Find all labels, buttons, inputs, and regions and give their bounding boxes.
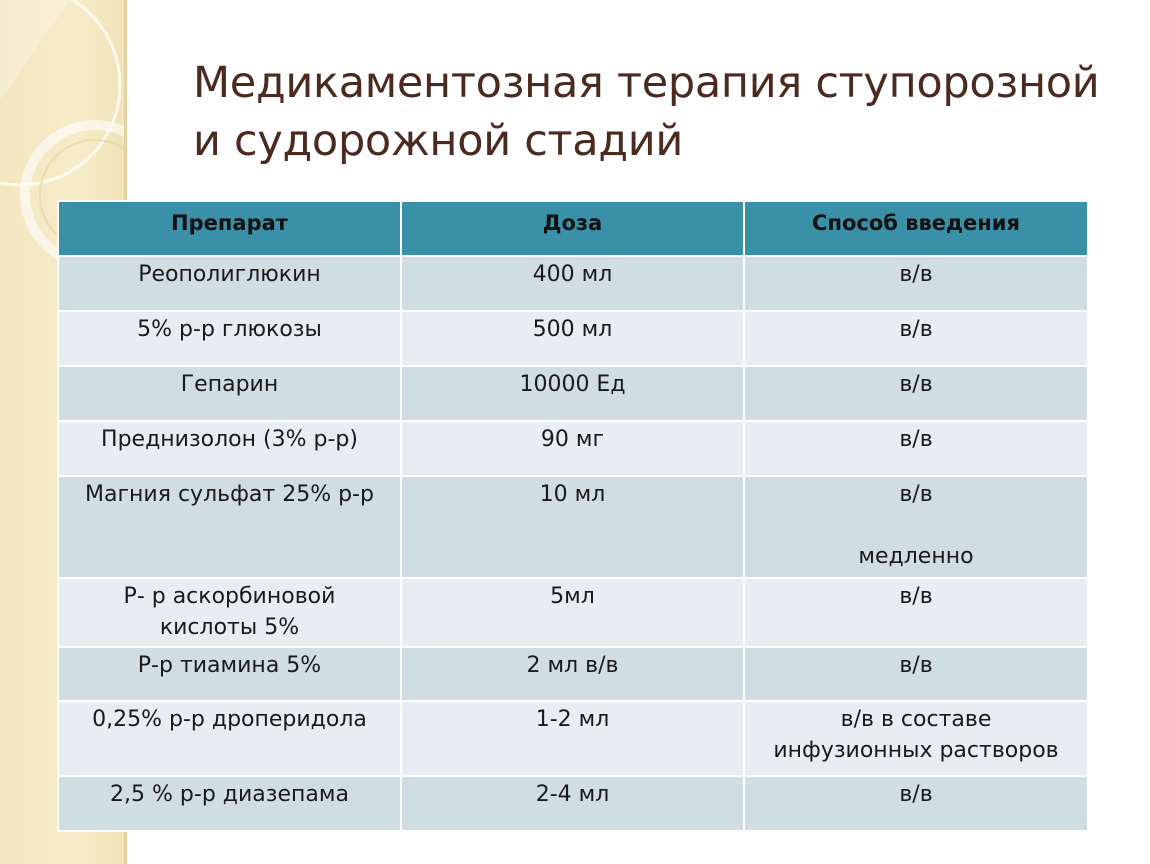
cell-route: в/в (744, 366, 1088, 421)
table-row (58, 776, 1088, 831)
cell-dose: 2-4 мл (401, 776, 744, 831)
cell-drug: Преднизолон (3% р-р) (58, 421, 401, 476)
cell-drug: 0,25% р-р дроперидола (58, 701, 401, 776)
route-main: в/в в составе (840, 707, 992, 732)
cell-dose: 90 мг (401, 421, 744, 476)
table-header-row (58, 201, 1088, 256)
cell-drug: 5% р-р глюкозы (58, 311, 401, 366)
header-route: Способ введения (744, 201, 1088, 256)
cell-route: в/в (744, 647, 1088, 701)
cell-dose: 5мл (401, 578, 744, 647)
cell-route (744, 476, 1088, 578)
cell-dose: 10 мл (401, 476, 744, 578)
table-row (58, 311, 1088, 366)
drug-line-2: кислоты 5% (159, 615, 300, 640)
cell-drug: Гепарин (58, 366, 401, 421)
table-row (58, 421, 1088, 476)
table-row (58, 647, 1088, 701)
cell-drug (58, 578, 401, 647)
cell-dose: 10000 Ед (401, 366, 744, 421)
table-row (58, 701, 1088, 776)
cell-dose: 1-2 мл (401, 701, 744, 776)
cell-dose: 2 мл в/в (401, 647, 744, 701)
cell-route: в/в (744, 256, 1088, 311)
cell-drug: Реополиглюкин (58, 256, 401, 311)
cell-route: в/в (744, 311, 1088, 366)
cell-drug: Р-р тиамина 5% (58, 647, 401, 701)
title-line-2: и судорожной стадий (193, 116, 684, 166)
table-row (58, 578, 1088, 647)
cell-route: в/в (744, 578, 1088, 647)
route-note: медленно (858, 544, 974, 569)
cell-drug: 2,5 % р-р диазепама (58, 776, 401, 831)
medication-table (57, 200, 1089, 832)
header-drug: Препарат (58, 201, 401, 256)
title-line-1: Медикаментозная терапия ступорозной (193, 58, 1100, 108)
cell-dose: 500 мл (401, 311, 744, 366)
table-row (58, 366, 1088, 421)
drug-line-1: Р- р аскорбиновой (123, 584, 336, 609)
route-main: в/в (899, 482, 933, 507)
cell-drug: Магния сульфат 25% р-р (58, 476, 401, 578)
cell-route (744, 701, 1088, 776)
route-note: инфузионных растворов (773, 738, 1059, 763)
cell-route: в/в (744, 776, 1088, 831)
header-dose: Доза (401, 201, 744, 256)
cell-dose: 400 мл (401, 256, 744, 311)
table-row (58, 256, 1088, 311)
table-row (58, 476, 1088, 578)
cell-route: в/в (744, 421, 1088, 476)
slide-title (193, 54, 1113, 170)
